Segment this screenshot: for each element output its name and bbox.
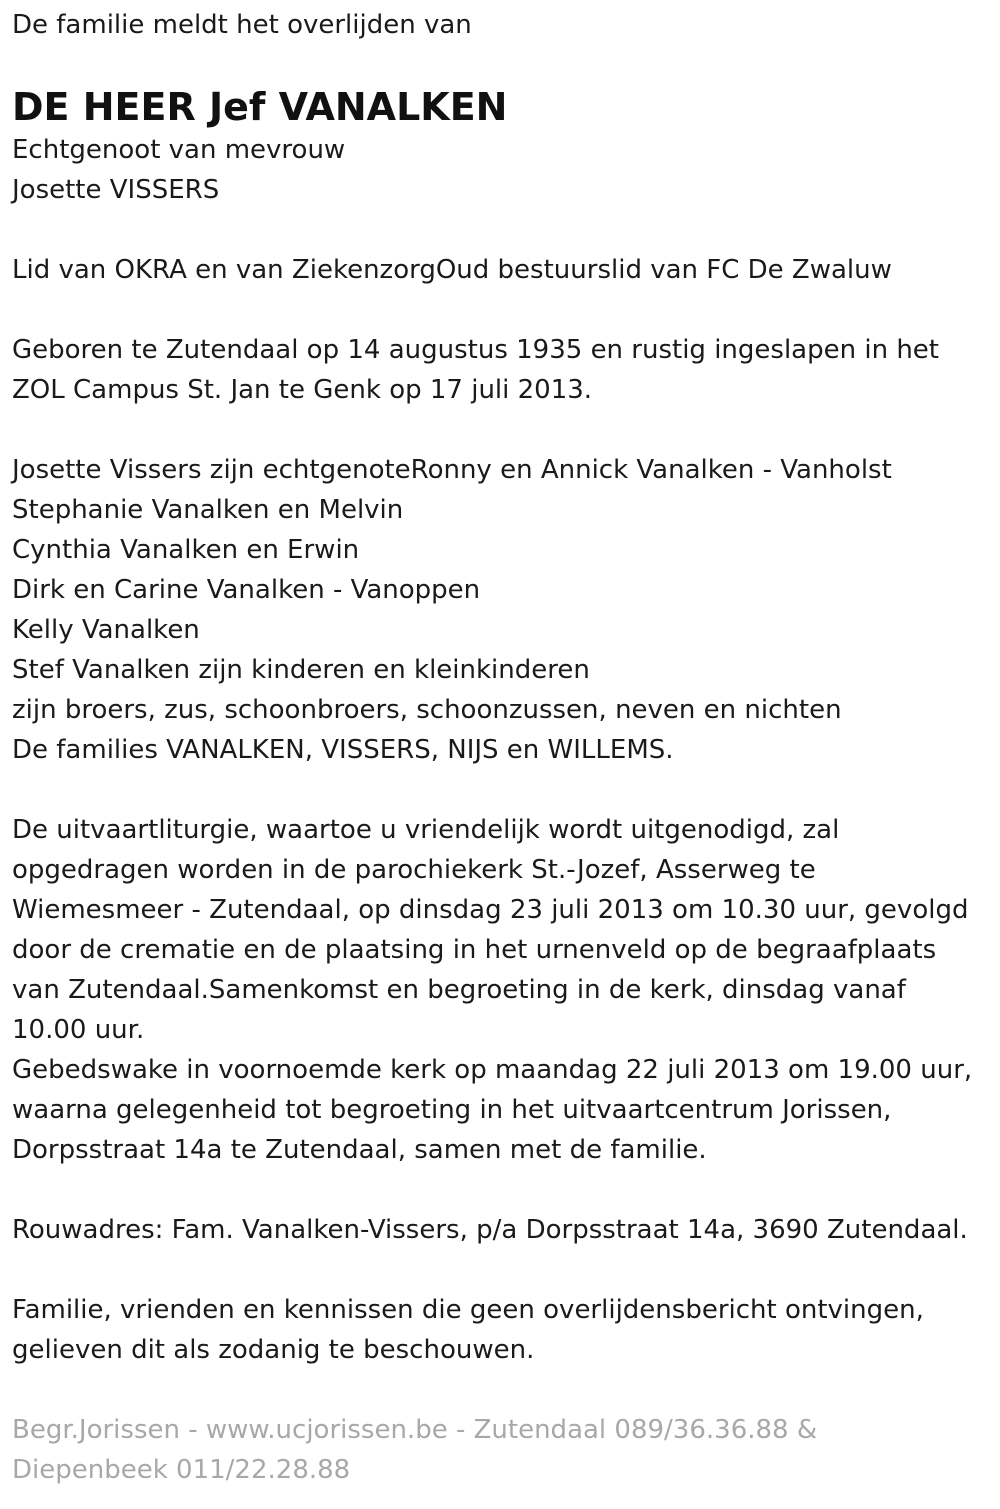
ceremony-line: Gebedswake in voornoemde kerk op maandag 22 juli 2013 om 19.00 uur,: [12, 1055, 973, 1085]
notice-line: gelieven dit als zodanig te beschouwen.: [12, 1335, 535, 1365]
footer-line: Diepenbeek 011/22.28.88: [12, 1455, 351, 1485]
relative-line: Josette Vissers zijn echtgenoteRonny en Annick Vanalken - Vanholst: [12, 455, 892, 485]
relative-line: Stephanie Vanalken en Melvin: [12, 495, 404, 525]
ceremony-block: [12, 810, 988, 1170]
relative-line: Stef Vanalken zijn kinderen en kleinkinderen: [12, 655, 590, 685]
spouse-block: [12, 130, 988, 210]
birth-death-block: [12, 330, 988, 410]
ceremony-line: door de crematie en de plaatsing in het urnenveld op de begraafplaats: [12, 935, 937, 965]
relative-line: De families VANALKEN, VISSERS, NIJS en WILLEMS.: [12, 735, 674, 765]
relative-line: Dirk en Carine Vanalken - Vanoppen: [12, 575, 481, 605]
relatives-block: [12, 450, 988, 770]
birth-death-line: Geboren te Zutendaal op 14 augustus 1935 en rustig ingeslapen in het: [12, 335, 939, 365]
spouse-line: Josette VISSERS: [12, 175, 220, 205]
spouse-line: Echtgenoot van mevrouw: [12, 135, 346, 165]
relative-line: zijn broers, zus, schoonbroers, schoonzussen, neven en nichten: [12, 695, 842, 725]
membership-line: Lid van OKRA en van ZiekenzorgOud bestuurslid van FC De Zwaluw: [12, 255, 892, 285]
ceremony-line: De uitvaartliturgie, waartoe u vriendelijk wordt uitgenodigd, zal: [12, 815, 840, 845]
ceremony-line: Dorpsstraat 14a te Zutendaal, samen met de familie.: [12, 1135, 707, 1165]
birth-death-line: ZOL Campus St. Jan te Genk op 17 juli 2013.: [12, 375, 593, 405]
ceremony-line: opgedragen worden in de parochiekerk St.-Jozef, Asserweg te: [12, 855, 816, 885]
intro-line: De familie meldt het overlijden van: [12, 10, 472, 40]
ceremony-line: waarna gelegenheid tot begroeting in het uitvaartcentrum Jorissen,: [12, 1095, 892, 1125]
footer-line: Begr.Jorissen - www.ucjorissen.be - Zutendaal 089/36.36.88 &: [12, 1415, 818, 1445]
mourning-address: Rouwadres: Fam. Vanalken-Vissers, p/a Dorpsstraat 14a, 3690 Zutendaal.: [12, 1215, 968, 1245]
ceremony-line: 10.00 uur.: [12, 1015, 145, 1045]
funeral-home-footer: [12, 1410, 988, 1490]
relative-line: Cynthia Vanalken en Erwin: [12, 535, 360, 565]
notice-line: Familie, vrienden en kennissen die geen overlijdensbericht ontvingen,: [12, 1295, 924, 1325]
relative-line: Kelly Vanalken: [12, 615, 200, 645]
notice-block: [12, 1290, 988, 1370]
ceremony-line: van Zutendaal.Samenkomst en begroeting in de kerk, dinsdag vanaf: [12, 975, 906, 1005]
deceased-name: DE HEER Jef VANALKEN: [12, 85, 508, 129]
ceremony-line: Wiemesmeer - Zutendaal, op dinsdag 23 juli 2013 om 10.30 uur, gevolgd: [12, 895, 969, 925]
